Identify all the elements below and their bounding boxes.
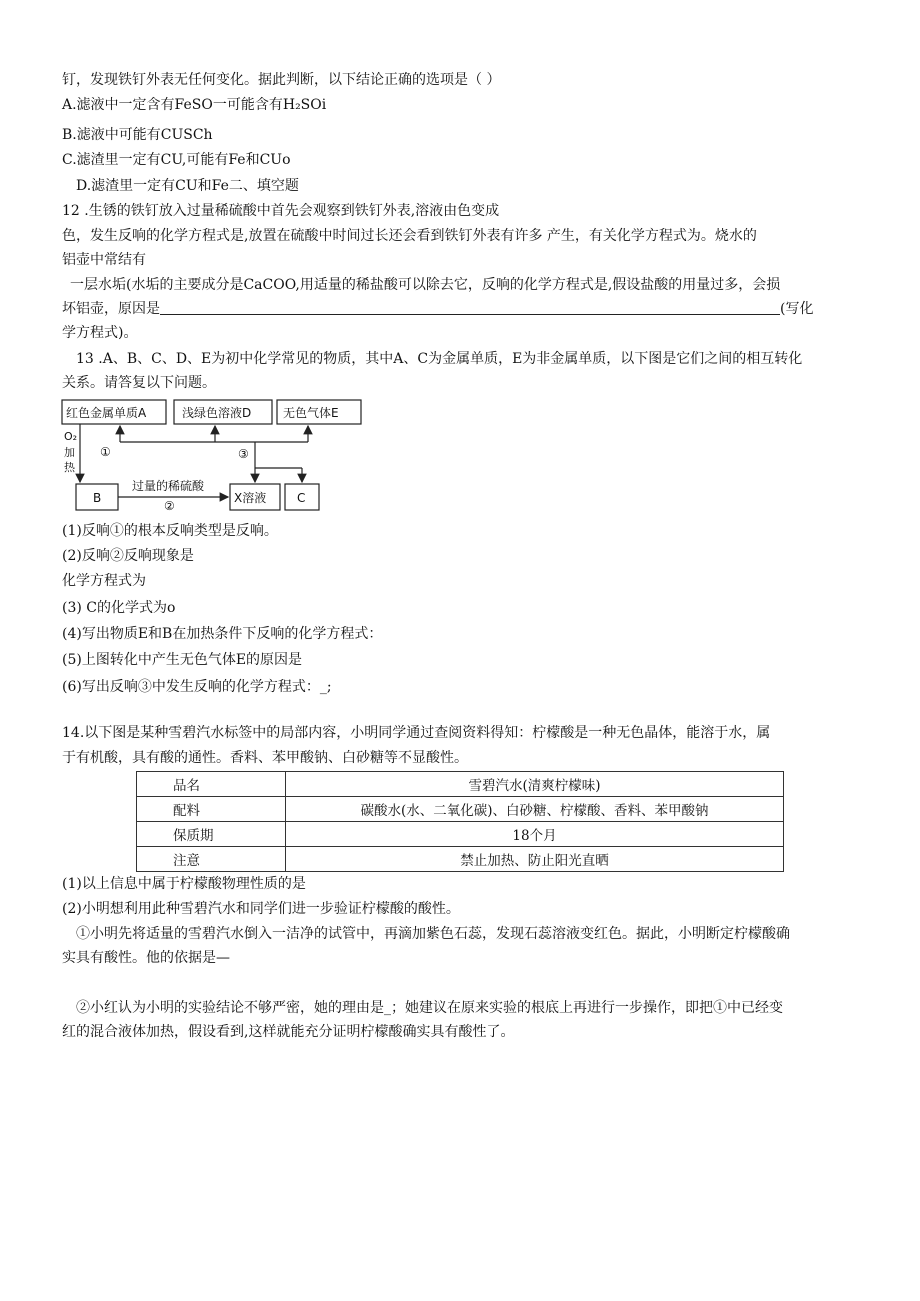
label-jia: 加 [64, 446, 75, 459]
q13-sub-5: (5)上图转化中产生无色气体E的原因是 [62, 652, 303, 668]
q12-line-5 [62, 299, 813, 319]
q14-line-1: 14.以下图是某种雪碧汽水标签中的局部内容，小明同学通过查阅资料得知：柠檬酸是一种无色晶体，能溶于水，属 [62, 725, 771, 741]
label-step-1: ① [100, 445, 111, 459]
q14-sub-2a-line-1: ①小明先将适量的雪碧汽水倒入一洁净的试管中，再滴加紫色石蕊，发现石蕊溶液变红色。据此，小明断定柠檬酸确 [76, 926, 790, 942]
table-value: 18个月 [286, 822, 784, 847]
q13-sub-3: (3) C的化学式为o [62, 600, 176, 616]
table-key: 保质期 [137, 822, 286, 847]
q13-line-2: 关系。请答复以下问题。 [62, 375, 216, 391]
label-box-x: X溶液 [234, 491, 267, 505]
q13-sub-6: (6)写出反响③中发生反响的化学方程式：_; [62, 679, 332, 695]
q12-line-6: 学方程式)。 [62, 325, 138, 341]
table-key: 配料 [137, 797, 286, 822]
answer-blank[interactable] [160, 300, 780, 315]
q14-line-2: 于有机酸，具有酸的通性。香料、苯甲酸钠、白砂糖等不显酸性。 [62, 750, 468, 766]
q13-line-1: 13 .A、B、C、D、E为初中化学常见的物质，其中A、C为金属单质，E为非金属单质，以下图是它们之间的相互转化 [76, 351, 803, 367]
q14-sub-1: (1)以上信息中属于柠檬酸物理性质的是 [62, 876, 306, 892]
q13-sub-1: (1)反响①的根本反响类型是反响。 [62, 523, 278, 539]
q12-line-3: 铝壶中常结有 [62, 252, 146, 268]
q14-sub-2: (2)小明想利用此种雪碧汽水和同学们进一步验证柠檬酸的酸性。 [62, 901, 460, 917]
table-value: 禁止加热、防止阳光直晒 [286, 847, 784, 872]
table-value: 雪碧汽水(清爽柠檬味) [286, 772, 784, 797]
q12-line-5-tail: (写化 [780, 301, 814, 317]
table-value: 碳酸水(水、二氧化碳)、白砂糖、柠檬酸、香料、苯甲酸钠 [286, 797, 784, 822]
q11-option-d: D.滤渣里一定有CU和Fe二、填空题 [76, 178, 299, 194]
q11-stem: 钉，发现铁钉外表无任何变化。据此判断，以下结论正确的选项是（ ） [62, 72, 501, 88]
q11-option-c: C.滤渣里一定有CU,可能有Fe和CUo [62, 152, 291, 168]
q12-line-4: 一层水垢(水垢的主要成分是CaCOO,用适量的稀盐酸可以除去它，反响的化学方程式是,假设盐酸的用量过多，会损 [70, 277, 781, 293]
q14-sub-2b-line-1: ②小红认为小明的实验结论不够严密，她的理由是_；她建议在原来实验的根底上再进行一步操作，即把①中已经变 [76, 1000, 783, 1016]
label-dilute-acid: 过量的稀硫酸 [132, 479, 205, 493]
q14-sub-2a-line-2: 实具有酸性。他的依据是— [62, 950, 230, 966]
label-box-a: 红色金属单质A [66, 406, 147, 420]
label-o2: O₂ [64, 430, 78, 443]
q12-line-1: 12 .生锈的铁钉放入过量稀硫酸中首先会观察到铁钉外表,溶液由色变成 [62, 203, 500, 219]
table-row [137, 847, 784, 872]
table-key: 品名 [137, 772, 286, 797]
q14-sub-2b-line-2: 红的混合液体加热，假设看到,这样就能充分证明柠檬酸确实具有酸性了。 [62, 1024, 515, 1040]
conversion-diagram [60, 398, 370, 514]
label-box-e: 无色气体E [283, 406, 339, 420]
sprite-label-table [136, 771, 784, 872]
label-box-d: 浅绿色溶液D [182, 406, 252, 420]
q13-sub-2: (2)反响②反响现象是 [62, 548, 194, 564]
q11-option-b: B.滤液中可能有CUSCh [62, 127, 213, 143]
label-step-2: ② [164, 499, 175, 513]
table-row [137, 822, 784, 847]
q12-line-2: 色，发生反响的化学方程式是,放置在硫酸中时间过长还会看到铁钉外表有许多 产生，有关化学方程式为。烧水的 [62, 228, 757, 244]
label-step-3: ③ [238, 447, 249, 461]
label-box-c: C [297, 491, 306, 505]
table-row [137, 772, 784, 797]
q11-option-a: A.滤液中一定含有FeSO一可能含有H₂SOi [62, 97, 327, 113]
table-row [137, 797, 784, 822]
q13-sub-4: (4)写出物质E和B在加热条件下反响的化学方程式： [62, 626, 383, 642]
table-key: 注意 [137, 847, 286, 872]
label-box-b: B [93, 491, 102, 505]
q12-line-5-text: 坏铝壶，原因是 [62, 301, 160, 317]
q13-sub-2b: 化学方程式为 [62, 573, 146, 589]
label-re: 热 [64, 461, 75, 474]
